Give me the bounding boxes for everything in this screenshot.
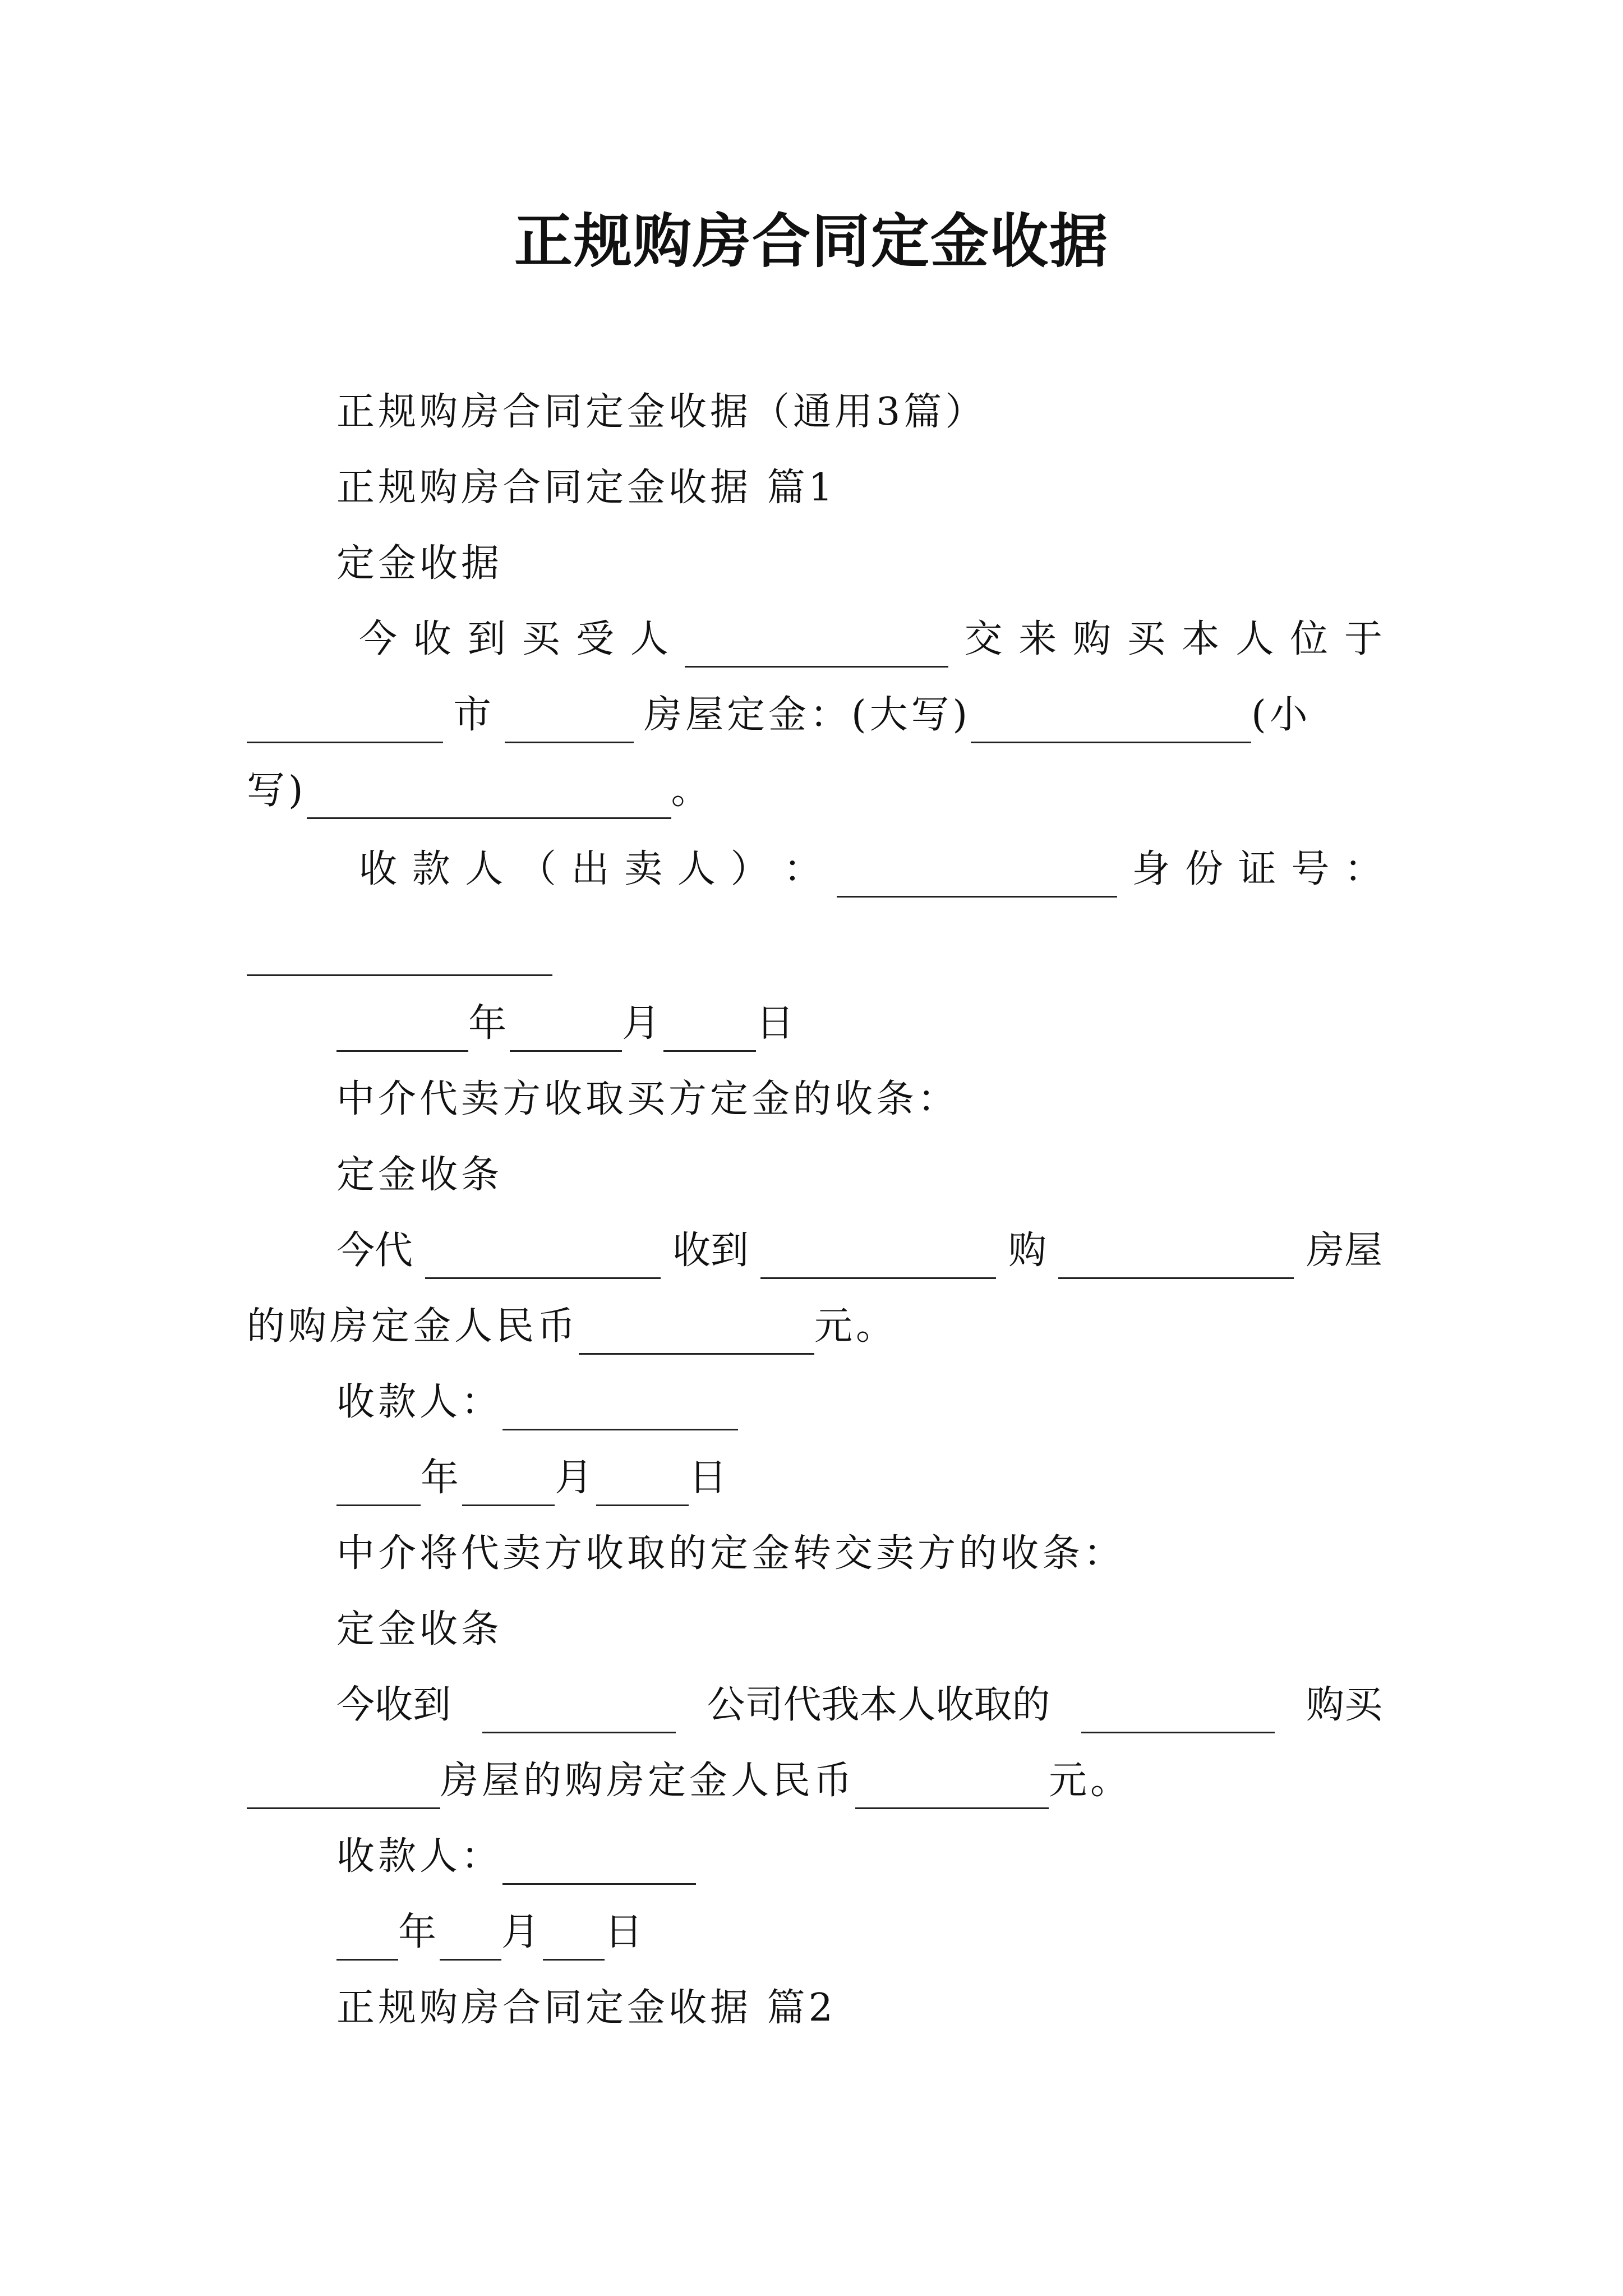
payee-line: 收 款 人 （ 出 卖 人 ） ： 身 份 证 号 ： [359, 841, 1382, 898]
month-blank [510, 1004, 622, 1052]
day-blank [663, 1004, 756, 1052]
intro-line: 正规购房合同定金收据（通用3篇） [336, 390, 987, 434]
agency2-payee: 收款人： [336, 1829, 1391, 1885]
agency1-payee: 收款人： [336, 1374, 1391, 1430]
year-blank [336, 1004, 468, 1052]
buyer-blank [1081, 1686, 1275, 1733]
receipt-line-1: 今 收 到 买 受 人 交 来 购 买 本 人 位 于 [359, 611, 1382, 668]
day-blank [543, 1913, 605, 1961]
agency2-line-2: 房屋的购房定金人民币 元。 [247, 1753, 1391, 1809]
year-blank [336, 1913, 398, 1961]
date-line-3: 年 月 日 [336, 1904, 1391, 1961]
id-number-line [247, 920, 1391, 976]
seller-blank [425, 1231, 661, 1279]
payee-blank [502, 1837, 696, 1885]
receipt-line-2: 市 房屋定金：(大写) (小 [247, 687, 1391, 743]
id-number-blank [247, 928, 552, 976]
agency1-sub: 定金收条 [336, 1153, 503, 1197]
date-line-1: 年 月 日 [336, 996, 1391, 1052]
buyer-blank [685, 620, 948, 668]
payee-blank [837, 850, 1117, 898]
receipt-heading: 定金收据 [336, 541, 503, 586]
agency1-line-2: 的购房定金人民币 元。 [247, 1299, 1391, 1355]
agency2-heading: 中介将代卖方收取的定金转交卖方的收条： [336, 1531, 1126, 1576]
amount-uppercase-blank [971, 696, 1251, 743]
part1-heading: 正规购房合同定金收据 篇1 [336, 466, 836, 510]
receipt-line-3: 写) 。 [247, 763, 1391, 819]
agency1-heading: 中介代卖方收取买方定金的收条： [336, 1077, 960, 1121]
document-title: 正规购房合同定金收据 [514, 206, 1109, 275]
payee-blank [502, 1383, 738, 1430]
part2-heading: 正规购房合同定金收据 篇2 [336, 1986, 836, 2030]
company-blank [482, 1686, 676, 1733]
agency2-line-1: 今收到 公司代我本人收取的 购买 [336, 1677, 1382, 1733]
property-blank [1058, 1231, 1294, 1279]
amount-blank [855, 1761, 1049, 1809]
amount-lowercase-blank [307, 771, 671, 819]
day-blank [596, 1458, 689, 1506]
month-blank [440, 1913, 501, 1961]
year-blank [336, 1458, 421, 1506]
date-line-2: 年 月 日 [336, 1450, 1391, 1506]
month-blank [462, 1458, 555, 1506]
amount-blank [579, 1307, 814, 1355]
property-blank [247, 1761, 440, 1809]
buyer-blank [760, 1231, 996, 1279]
district-blank [505, 696, 634, 743]
agency1-line-1: 今代 收到 购 房屋 [336, 1223, 1382, 1279]
location-blank [247, 696, 443, 743]
agency2-sub: 定金收条 [336, 1607, 503, 1651]
